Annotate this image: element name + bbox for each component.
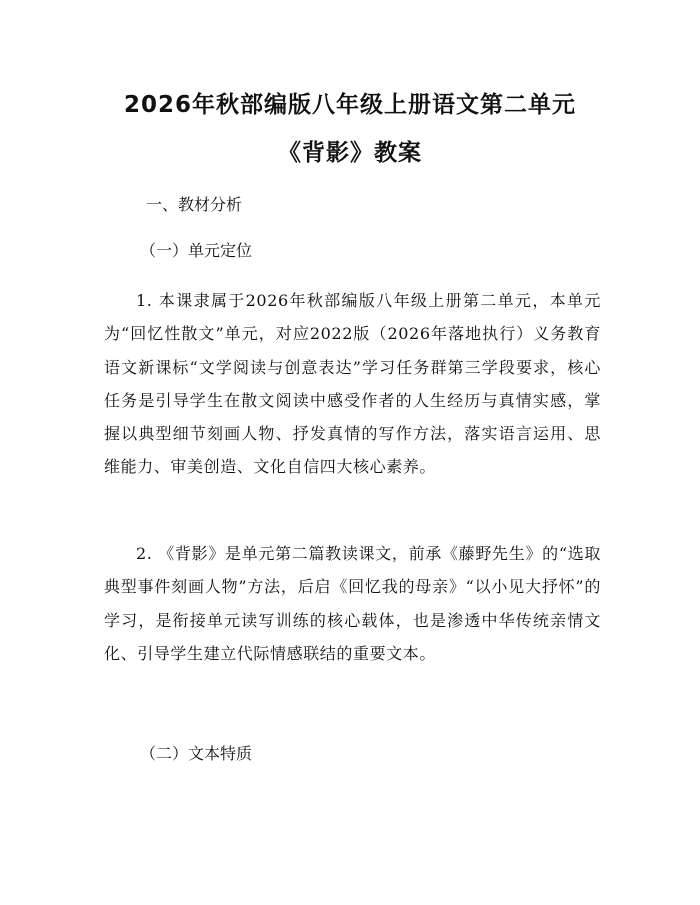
subsection-heading-text-characteristics: （二）文本特质: [140, 744, 253, 763]
document-title: 2026年秋部编版八年级上册语文第二单元: [123, 92, 576, 118]
section-heading-teaching-material-analysis: 一、教材分析: [146, 195, 243, 214]
document-subtitle: 《背影》教案: [278, 140, 422, 166]
paragraph-unit-positioning-1: 1. 本课隶属于2026年秋部编版八年级上册第二单元，本单元为“回忆性散文”单元，对应2022版（2026年落地执行）义务教育语文新课标“文学阅读与创意表达”学习任务群第三学段要求，核心任务是引导学生在散文阅读中感受作者的人生经历与真情实感，掌握以典型细节刻画人物、抒发真情的写作方法，落实语言运用、思维能力、审美创造、文化自信四大核心素养。: [104, 291, 601, 477]
paragraph-unit-positioning-2: 2. 《背影》是单元第二篇教读课文，前承《藤野先生》的“选取典型事件刻画人物”方法，后启《回忆我的母亲》“以小见大抒怀”的学习，是衔接单元读写训练的核心载体，也是渗透中华传统亲情文化、引导学生建立代际情感联结的重要文本。: [104, 544, 601, 663]
subsection-heading-unit-positioning: （一）单元定位: [140, 241, 253, 260]
